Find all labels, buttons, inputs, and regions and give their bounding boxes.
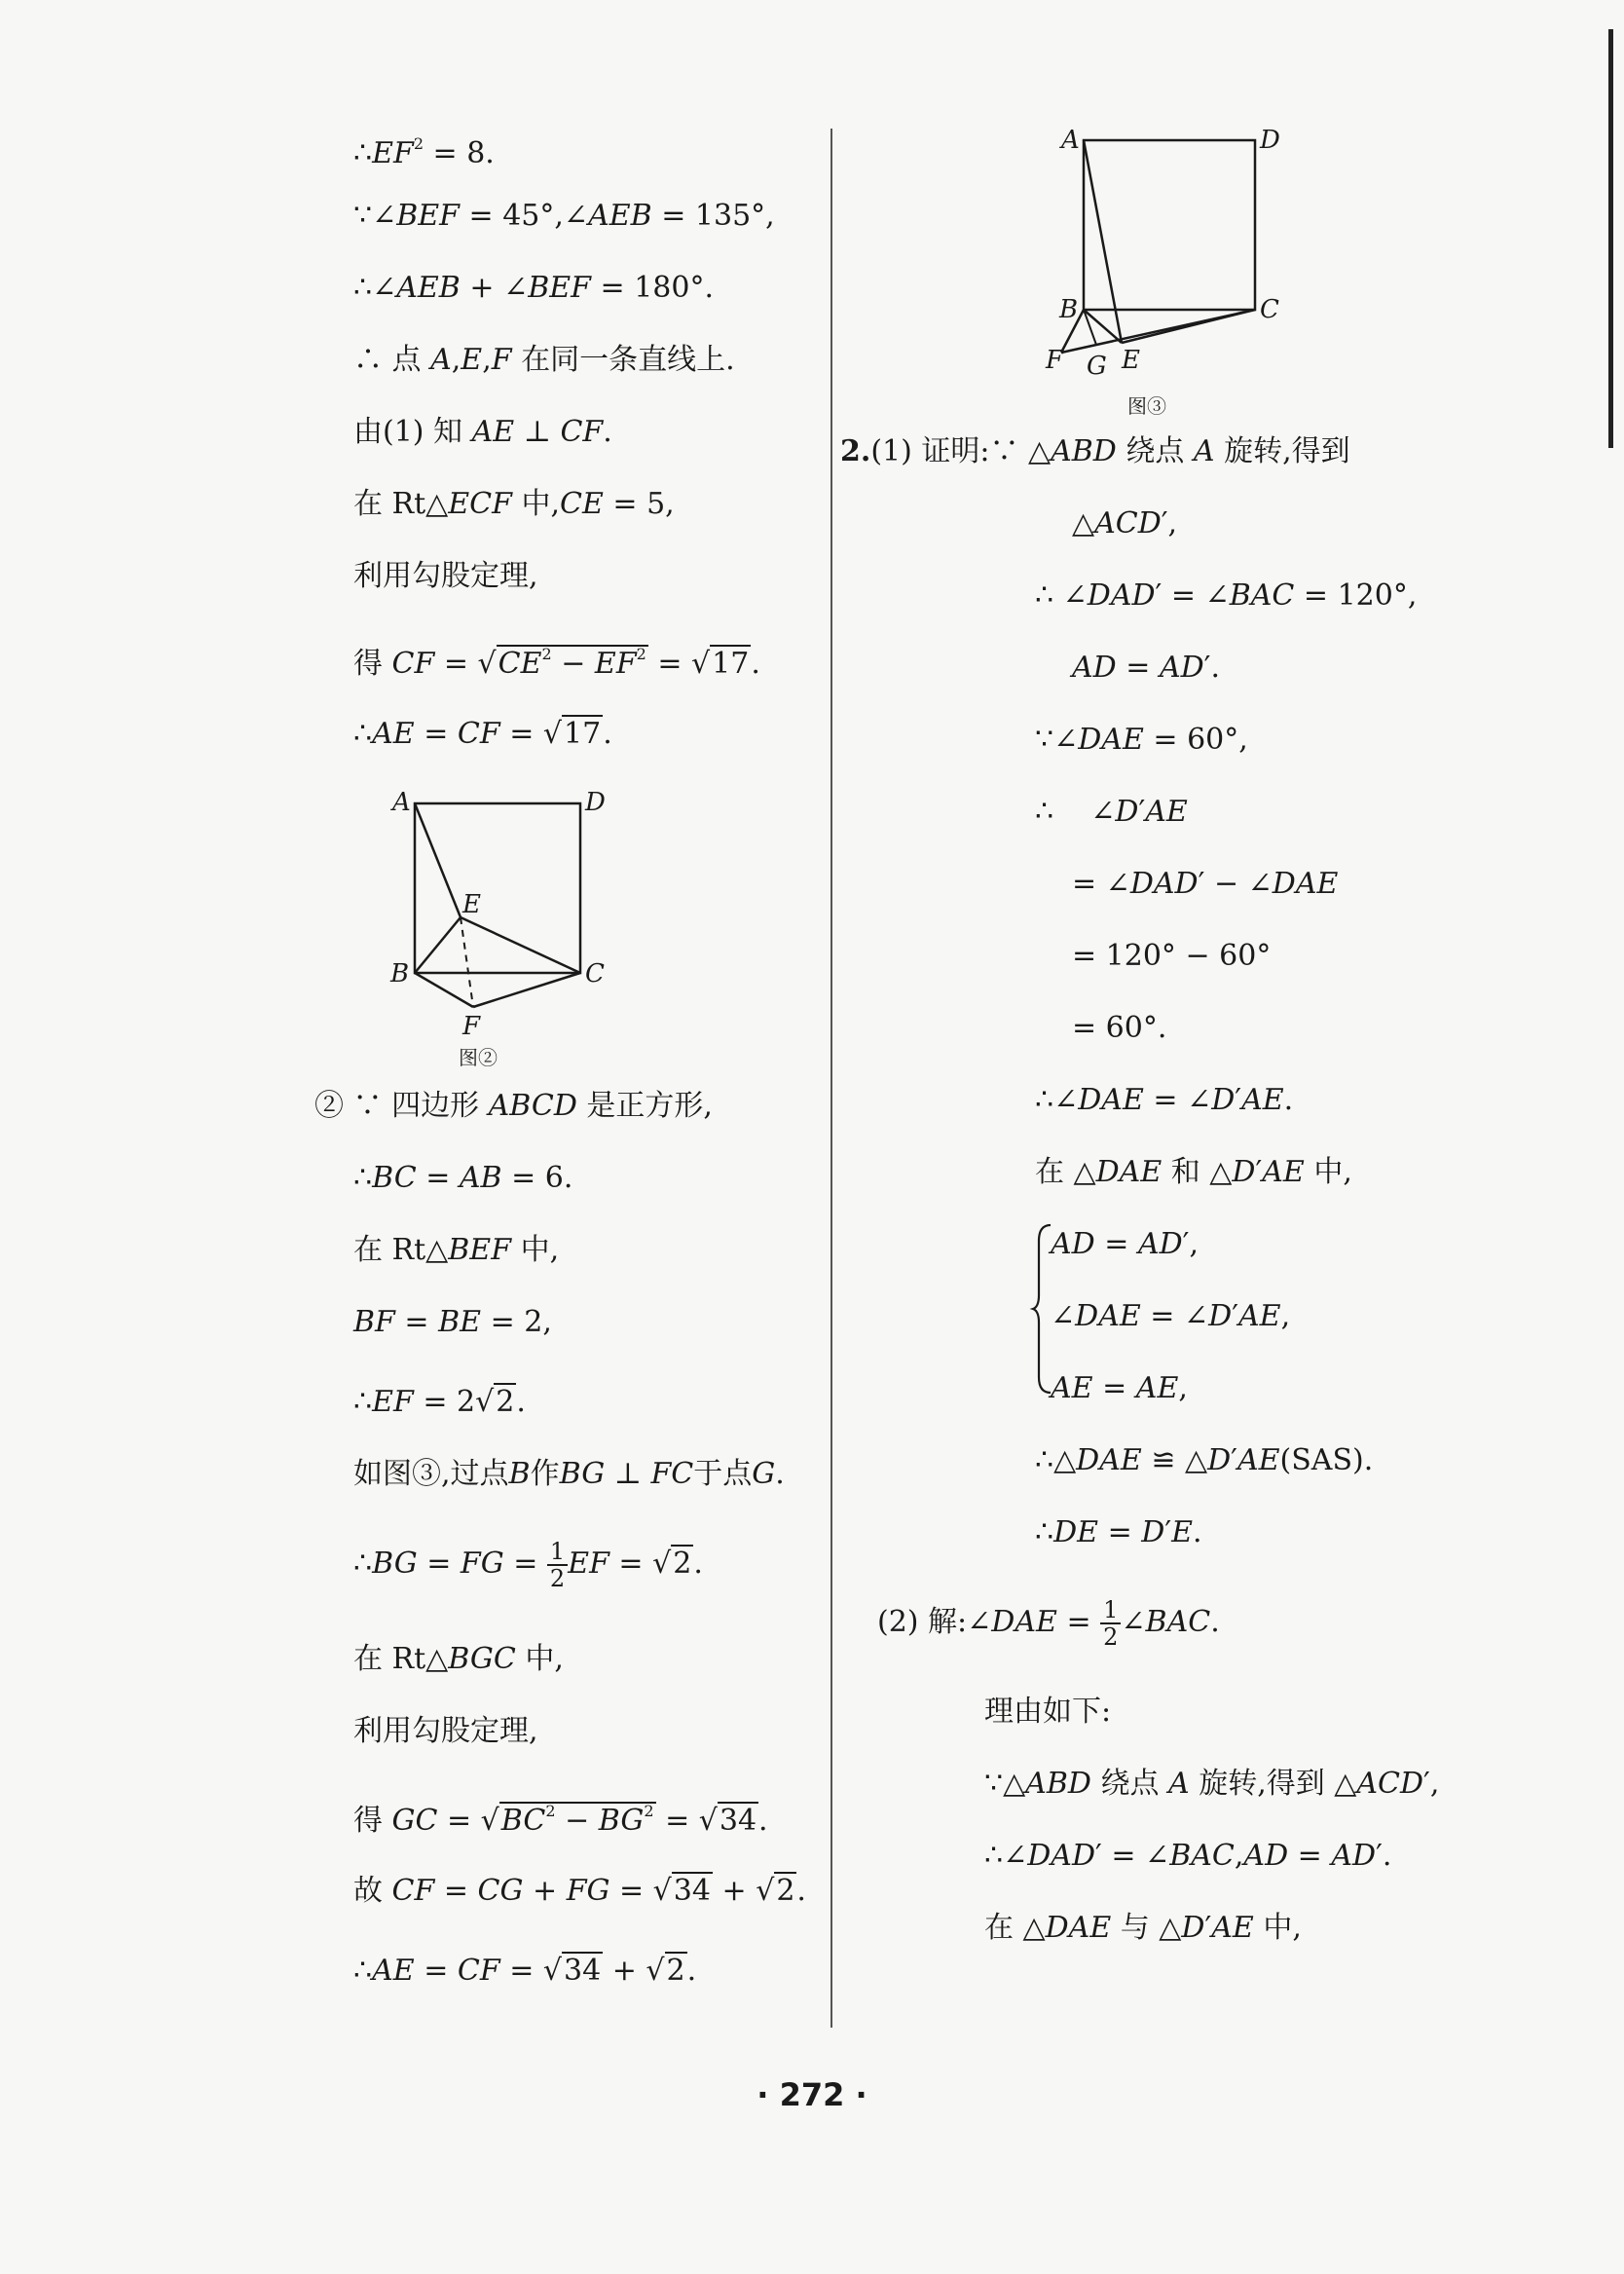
fig2-caption: 图②: [459, 1046, 498, 1069]
line-9: ∴AE = CF = √17.: [353, 717, 612, 751]
rline-7: = ∠DAD′ − ∠DAE: [1072, 867, 1339, 901]
rline-17: (2) 解:∠DAE = $\frac{1}{2}$ ∠BAC.: [877, 1596, 1220, 1651]
fig2-label-f: F: [462, 1012, 481, 1041]
rline-6: ∴ ∠D′AE: [1035, 795, 1188, 829]
fig2-label-b: B: [390, 959, 410, 988]
rline-9: = 60°.: [1072, 1011, 1167, 1045]
fig2-line-be: [415, 917, 461, 973]
line-2: ∵∠BEF = 45°,∠AEB = 135°,: [353, 199, 775, 233]
rline-5: ∵∠DAE = 60°,: [1035, 723, 1248, 757]
line-14: ∴EF = 2√2.: [353, 1385, 526, 1419]
line-11: ∴BC = AB = 6.: [353, 1161, 573, 1195]
rline-3: ∴ ∠DAD′ = ∠BAC = 120°,: [1035, 578, 1418, 613]
fig3-label-d: D: [1260, 126, 1280, 155]
rline-11: 在 △DAE 和 △D′AE 中,: [1035, 1155, 1352, 1189]
rline-14: AE = AE,: [1051, 1371, 1188, 1405]
rline-13: ∠DAE = ∠D′AE,: [1051, 1299, 1291, 1333]
rline-8: = 120° − 60°: [1072, 939, 1272, 973]
page-number: · 272 ·: [757, 2076, 867, 2113]
figure-3: [1046, 119, 1283, 421]
line-3: ∴∠AEB + ∠BEF = 180°.: [353, 271, 714, 305]
rline-1: 2.(1) 证明:∵ △ABD 绕点 A 旋转,得到: [840, 434, 1350, 468]
line-15: 如图③,过点B作BG ⊥ FC于点G.: [353, 1457, 785, 1491]
line-20: 故 CF = CG + FG = √34 + √2.: [353, 1874, 806, 1908]
rline-12: AD = AD′,: [1051, 1227, 1200, 1261]
fig3-label-c: C: [1260, 295, 1279, 324]
rline-2: △ACD′,: [1072, 506, 1178, 541]
figure-2: [383, 787, 606, 1069]
line-13: BF = BE = 2,: [353, 1305, 552, 1339]
fig3-square: [1084, 140, 1255, 310]
line-17: 在 Rt△BGC 中,: [353, 1642, 564, 1676]
fig3-line-ae: [1084, 140, 1122, 343]
line-19: 得 GC = $√BC^2 - BG^2 = √34$.: [353, 1802, 768, 1838]
page-edge-bar: [1608, 29, 1613, 448]
line-18: 利用勾股定理,: [353, 1714, 538, 1748]
fig2-line-bf: [415, 973, 473, 1007]
fig3-caption: 图③: [1127, 394, 1166, 418]
rline-15: ∴△DAE ≌ △D′AE(SAS).: [1035, 1443, 1374, 1477]
line-10: ② ∵ 四边形 ABCD 是正方形,: [314, 1089, 713, 1123]
line-1: $\therefore EF^2 = 8$.: [353, 134, 495, 170]
rline-19: ∵△ABD 绕点 A 旋转,得到 △ACD′,: [984, 1767, 1440, 1801]
fig2-label-c: C: [585, 959, 605, 988]
fig2-line-ec: [461, 917, 580, 973]
rline-21: 在 △DAE 与 △D′AE 中,: [984, 1911, 1302, 1945]
line-12: 在 Rt△BEF 中,: [353, 1233, 560, 1267]
rline-10: ∴∠DAE = ∠D′AE.: [1035, 1083, 1294, 1117]
fig3-label-a: A: [1061, 126, 1080, 155]
fig3-label-e: E: [1122, 346, 1140, 375]
fig3-label-g: G: [1087, 352, 1107, 381]
fig3-label-b: B: [1059, 295, 1079, 324]
line-21: ∴AE = CF = √34 + √2.: [353, 1954, 697, 1988]
fig3-label-f: F: [1046, 346, 1064, 375]
fig2-line-fc: [473, 973, 580, 1007]
fig2-line-ae: [415, 803, 461, 917]
line-7: 利用勾股定理,: [353, 559, 538, 593]
fig2-label-e: E: [462, 890, 481, 919]
fig2-square: [415, 803, 580, 973]
rline-20: ∴∠DAD′ = ∠BAC,AD = AD′.: [984, 1839, 1392, 1873]
fig2-label-d: D: [585, 788, 606, 817]
line-5: 由(1) 知 AE ⊥ CF.: [353, 415, 612, 449]
rline-4: AD = AD′.: [1072, 651, 1221, 685]
rline-16: ∴DE = D′E.: [1035, 1515, 1202, 1549]
line-8: 得 CF = $√CE^2 - EF^2 = √17$.: [353, 645, 760, 681]
fig2-label-a: A: [392, 788, 411, 817]
line-4: ∴ 点 A,E,F 在同一条直线上.: [353, 343, 735, 377]
line-16: ∴BG = FG = $\frac{1}{2}$ EF = √2.: [353, 1538, 703, 1592]
fig2-line-ef-dashed: [461, 917, 473, 1007]
rline-18: 理由如下:: [984, 1695, 1112, 1729]
line-6: 在 Rt△ECF 中,CE = 5,: [353, 487, 675, 521]
column-divider: [830, 129, 832, 2028]
